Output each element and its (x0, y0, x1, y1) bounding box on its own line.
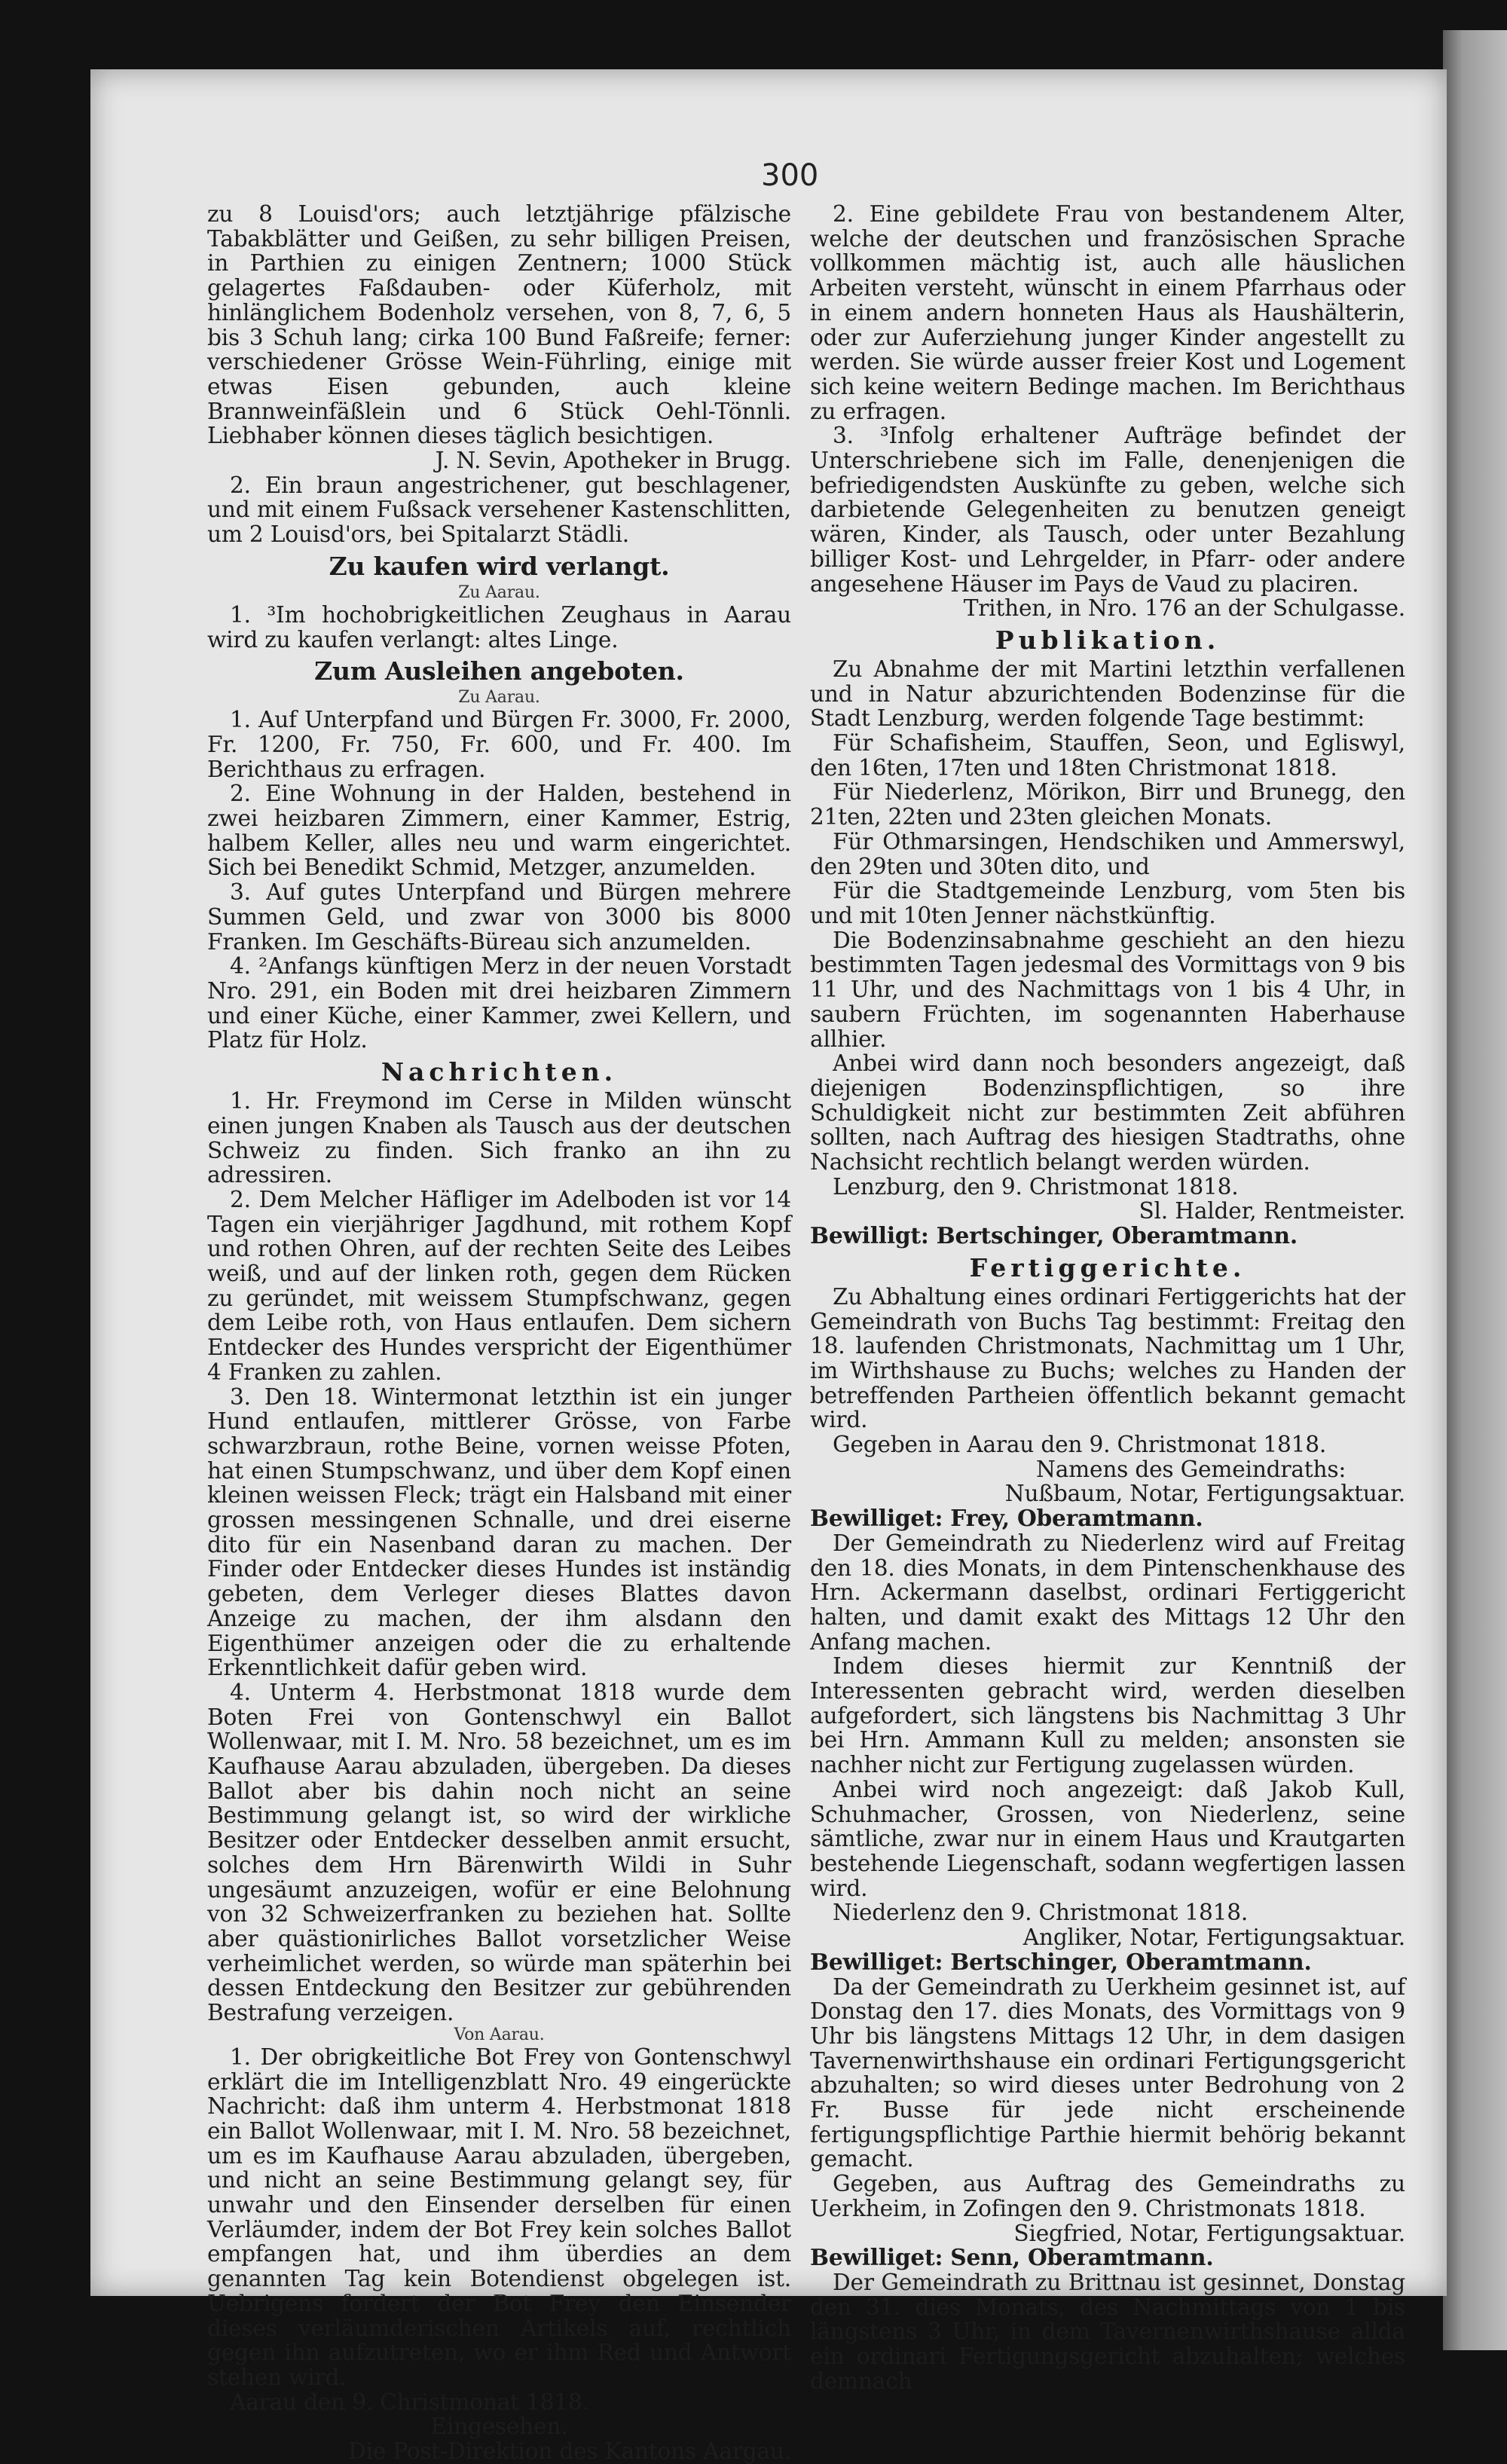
publication-date: Lenzburg, den 9. Christmonat 1818. (833, 1173, 1239, 1200)
notice-post-direktion: Die Post-Direktion des Kantons Aargau. (348, 2438, 791, 2464)
heading-zu-kaufen: Zu kaufen wird verlangt. (329, 551, 670, 581)
court-buchs-approval: Bewilliget: Frey, Oberamtmann. (810, 1505, 1203, 1532)
ad-tobacco-wood: zu 8 Louisd'ors; auch letztjährige pfälzische Tabakblätter und Geißen, zu sehr billigen Preisen, in Parthien zu einigen Zentnern; 1000 Stück gelagertes Faßdauben- oder Küferholz, mit hinlänglichem Bodenholz versehen, von 8, 7, 6, 5 bis 3 Schuh lang; cirka 100 Bund Faßreife; ferner: verschiedener Grösse Wein-Führling, einige mit etwas Eisen gebunden, auch kleine Brannweinfäßlein und 6 Stück Oehl-Tönnli. Liebhaber können dieses täglich besichtigen. (207, 201, 791, 449)
court-niederlenz-signature: Angliker, Notar, Fertigungsaktuar. (1022, 1924, 1405, 1951)
notice-freymond: 1. Hr. Freymond im Cerse in Milden wünscht einen jungen Knaben als Tausch aus der deutschen Schweiz zu finden. Sich franko an ihn zu adressiren. (207, 1088, 791, 1188)
place-von-aarau: Von Aarau. (454, 2025, 545, 2044)
notice-eingesehen: Eingesehen. (430, 2414, 568, 2440)
court-uerkheim-signature: Siegfried, Notar, Fertigungsaktuar. (1013, 2220, 1405, 2246)
ad-apartment-halden: 2. Eine Wohnung in der Halden, bestehend in zwei heizbaren Zimmern, einer Kammer, Estrig, halbem Keller, alles neu und warm eingerichtet. Sich bei Benedikt Schmid, Metzger, anzumelden. (207, 781, 791, 881)
court-uerkheim: Da der Gemeindrath zu Uerkheim gesinnet ist, auf Donstag den 17. dies Monats, des Vormittags von 9 Uhr bis längstens Mittags 12 Uhr, in dem dasigen Tavernenwirthshause ein ordinari Fertigungsgericht abzuhalten; so wird dieses unter Bedrohung von 2 Fr. Busse für jede nicht erscheinende fertigungspflichtige Parthie hiermit behörig bekannt gemacht. (810, 1973, 1405, 2172)
court-brittnau: Der Gemeindrath zu Brittnau ist gesinnet, Donstag den 31. dies Monats, des Nachmittags von 1 bis längstens 3 Uhr, in dem Tavernenwirthshause allda ein ordinari Fertigungsgericht abzuhalten; welches demnach (810, 2269, 1405, 2394)
publication-warning: Anbei wird dann noch besonders angezeigt, daß diejenigen Bodenzinspflichtigen, so ihre Schuldigkeit nicht zur bestimmten Zeit abführen sollten, nach Auftrag des hiesigen Stadtraths, ohne Nachsicht rechtlich belangt werden würden. (810, 1050, 1405, 1175)
ad-housekeeper: 2. Eine gebildete Frau von bestandenem Alter, welche der deutschen und französischen Sprache vollkommen mächtig ist, auch alle häuslichen Arbeiten versteht, wünscht in einem Pfarrhaus oder in einem andern honneten Haus als Haushälterin, oder zur Auferziehung junger Kinder angestellt zu werden. Sie würde ausser freier Kost und Logement sich keine weitern Bedinge machen. Im Berichthaus zu erfragen. (810, 201, 1405, 424)
place-zu-aarau-2: Zu Aarau. (458, 688, 540, 708)
court-niederlenz-notice: Indem dieses hiermit zur Kenntniß der Interessenten gebracht wird, werden dieselben aufgefordert, sich längstens bis Nachmittag 3 Uhr bei Hrn. Ammann Kull zu melden; ansonsten sie nachher nicht zur Fertigung zugelassen würden. (810, 1653, 1405, 1778)
notice-ballot-wool: 4. Unterm 4. Herbstmonat 1818 wurde dem Boten Frei von Gontenschwyl ein Ballot Wollenwaar, mit I. M. Nro. 58 bezeichnet, um es im Kaufhause Aarau abzuladen, übergeben. Da dieses Ballot aber bis dahin noch nicht an seine Bestimmung gelangt ist, so wird der wirkliche Besitzer oder Entdecker desselben anmit ersucht, solches dem Hrn Bärenwirth Wildi in Suhr ungesäumt anzuzeigen, wofür er eine Belohnung von 32 Schweizerfranken zu beziehen hat. Sollte aber quästionirliches Ballot vorsetzlicher Weise verheimlichet werden, so würde man späterhin bei dessen Entdeckung den Besitzer zur gebührenden Bestrafung verzeigen. (207, 1679, 791, 2026)
publication-lenzburg: Für die Stadtgemeinde Lenzburg, vom 5ten bis und mit 10ten Jenner nächstkünftig. (810, 878, 1405, 928)
page-number: 300 (761, 158, 819, 193)
court-buchs-date: Gegeben in Aarau den 9. Christmonat 1818. (833, 1432, 1327, 1458)
publication-intro: Zu Abnahme der mit Martini letzthin verfallenen und in Natur abzurichtenden Bodenzinse für die Stadt Lenzburg, werden folgende Tage bestimmt: (810, 656, 1405, 732)
publication-signature: Sl. Halder, Rentmeister. (1139, 1198, 1405, 1224)
notice-lost-hunting-dog: 2. Dem Melcher Häfliger im Adelboden ist vor 14 Tagen ein vierjähriger Jagdhund, mit rothem Kopf und rothen Ohren, auf der rechten Seite des Leibes weiß, und auf der linken roth, gegen dem Rücken zu geründet, mit weissem Stumpfschwanz, gegen dem Leibe roth, von Haus entlaufen. Dem sichern Entdecker des Hundes verspricht der Eigenthümer 4 Franken zu zahlen. (207, 1186, 791, 1385)
publication-approval: Bewilligt: Bertschinger, Oberamtmann. (810, 1222, 1298, 1249)
heading-zum-ausleihen: Zum Ausleihen angeboten. (314, 656, 684, 686)
notice-bot-frey: 1. Der obrigkeitliche Bot Frey von Gontenschwyl erklärt die im Intelligenzblatt Nro. 49 eingerückte Nachricht: daß ihm unterm 4. Herbstmonat 1818 ein Ballot Wollenwaar, mit I. M. Nro. 58 bezeichnet, um es im Kaufhause Aarau abzuladen, übergeben, und nicht an seine Bestimmung gelangt sey, für unwahr und den Einsender derselben für einen Verläumder, indem der Bot Frey kein solches Ballot empfangen hat, und ihm überdies an dem genannten Tag kein Botendienst obgelegen ist. Uebrigens fordert der Bot Frey den Einsender dieses verläumderischen Artikels auf, rechtlich gegen ihn aufzutreten, wo er ihm Red und Antwort stehen wird. (207, 2044, 791, 2390)
court-niederlenz-kull: Anbei wird noch angezeigt: daß Jakob Kull, Schuhmacher, Grossen, von Niederlenz, seine sämtliche, zwar nur in einem Haus und Krautgarten bestehende Liegenschaft, sodann wegfertigen lassen wird. (810, 1776, 1405, 1901)
court-uerkheim-approval: Bewilliget: Senn, Oberamtmann. (810, 2244, 1214, 2271)
notice-date-aarau: Aarau den 9. Christmonat 1818. (230, 2389, 589, 2415)
ad-loan-3: 3. Auf gutes Unterpfand und Bürgen mehrere Summen Geld, und zwar von 3000 bis 8000 Franken. Im Geschäfts-Büreau sich anzumelden. (207, 879, 791, 955)
publication-niederlenz: Für Niederlenz, Mörikon, Birr und Brunegg, den 21ten, 22ten und 23ten gleichen Monats. (810, 779, 1405, 830)
publication-schafisheim: Für Schafisheim, Stauffen, Seon, und Egliswyl, den 16ten, 17ten und 18ten Christmonat 1818. (810, 730, 1405, 781)
heading-fertiggerichte: Fertiggerichte. (969, 1252, 1246, 1282)
court-niederlenz-approval: Bewilliget: Bertschinger, Oberamtmann. (810, 1948, 1312, 1975)
court-buchs: Zu Abhaltung eines ordinari Fertiggerichts hat der Gemeindrath von Buchs Tag bestimmt: Freitag den 18. laufenden Christmonats, Nachmittag um 1 Uhr, im Wirthshause zu Buchs; welches zu Handen der betreffenden Partheien öffentlich bekannt gemacht wird. (810, 1283, 1405, 1433)
heading-publikation: Publikation. (995, 625, 1221, 655)
court-buchs-namens: Namens des Gemeindraths: (1036, 1456, 1347, 1482)
left-column (207, 202, 791, 2464)
notice-lost-young-dog: 3. Den 18. Wintermonat letzthin ist ein junger Hund entlaufen, mittlerer Grösse, von Farbe schwarzbraun, rothe Beine, vornen weisse Pfoten, hat einen Stumpschwanz, und über dem Kopf einen kleinen weissen Fleck; trägt ein Halsband mit einer grossen messingenen Schnalle, und drei eiserne dito für ein Nasenband daran zu machen. Der Finder oder Entdecker dieses Hundes ist inständig gebeten, dem Verleger dieses Blattes davon Anzeige zu machen, der ihm alsdann den Eigenthümer anzeigen oder die zu erhaltende Erkenntlichkeit dafür geben wird. (207, 1383, 791, 1681)
ad-signature-trithen: Trithen, in Nro. 176 an der Schulgasse. (963, 595, 1405, 622)
ad-sleigh: 2. Ein braun angestrichener, gut beschlagener, und mit einem Fußsack versehener Kastenschlitten, um 2 Louisd'ors, bei Spitalarzt Städli. (207, 472, 791, 548)
ad-loan-1: 1. Auf Unterpfand und Bürgen Fr. 3000, Fr. 2000, Fr. 1200, Fr. 750, Fr. 600, und Fr. 400. Im Berichthaus zu erfragen. (207, 707, 791, 782)
ad-vorstadt: 4. ²Anfangs künftigen Merz in der neuen Vorstadt Nro. 291, ein Boden mit drei heizbaren Zimmern und einer Küche, einer Kammer, zwei Kellern, und Platz für Holz. (207, 953, 791, 1053)
court-niederlenz-date: Niederlenz den 9. Christmonat 1818. (833, 1900, 1249, 1926)
place-zu-aarau: Zu Aarau. (458, 582, 540, 602)
ad-zeughaus: 1. ³Im hochobrigkeitlichen Zeughaus in Aarau wird zu kaufen verlangt: altes Linge. (207, 601, 791, 653)
ad-pays-de-vaud: 3. ³Infolg erhaltener Aufträge befindet der Unterschriebene sich im Falle, denenjenigen die befriedigendsten Auskünfte zu geben, welche sich darbietende Gelegenheiten zu benutzen geneigt wären, Kinder, als Tausch, oder unter Bezahlung billiger Kost- und Lehrgelder, in Pfarr- oder andere angesehene Häuser im Pays de Vaud zu placiren. (810, 423, 1405, 597)
adjacent-page-edge (1443, 30, 1507, 2350)
ad-signature-sevin: J. N. Sevin, Apotheker in Brugg. (435, 448, 791, 474)
court-uerkheim-date: Gegeben, aus Auftrag des Gemeindraths zu Uerkheim, in Zofingen den 9. Christmonats 1818. (810, 2171, 1405, 2221)
court-buchs-signature: Nußbaum, Notar, Fertigungsaktuar. (1004, 1481, 1405, 1507)
publication-othmarsingen: Für Othmarsingen, Hendschiken und Ammerswyl, den 29ten und 30ten dito, und (810, 828, 1405, 879)
court-niederlenz: Der Gemeindrath zu Niederlenz wird auf Freitag den 18. dies Monats, in dem Pintenschenkhause des Hrn. Ackermann daselbst, ordinari Fertiggericht halten, und damit exakt des Mittags 12 Uhr den Anfang machen. (810, 1530, 1405, 1655)
right-column (810, 202, 1405, 2393)
heading-nachrichten: Nachrichten. (381, 1057, 618, 1087)
publication-hours: Die Bodenzinsabnahme geschieht an den hiezu bestimmten Tagen jedesmal des Vormittags von 9 bis 11 Uhr, und des Nachmittags von 1 bis 4 Uhr, in saubern Früchten, im sogenannten Haberhause allhier. (810, 927, 1405, 1052)
